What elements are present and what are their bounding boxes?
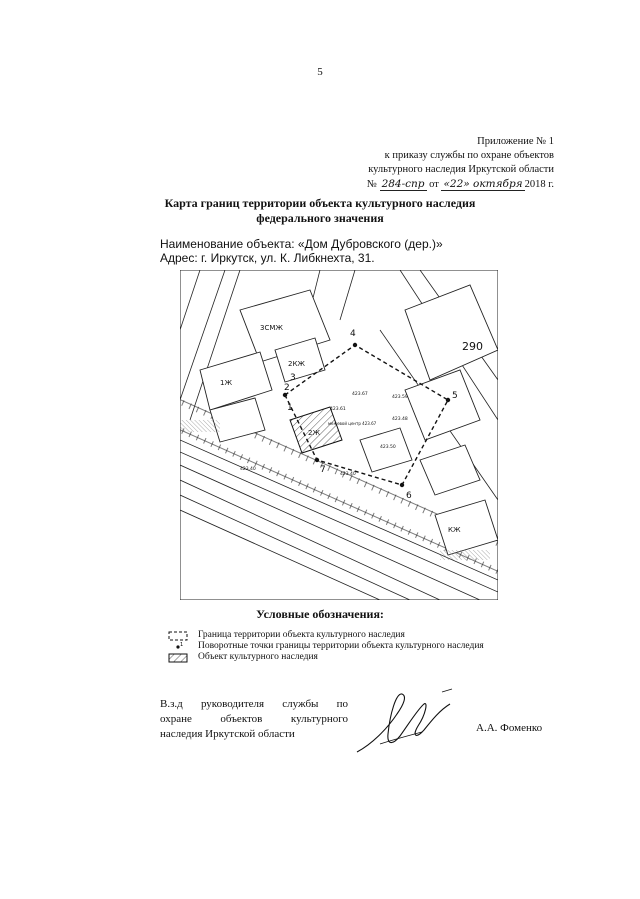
center-note: межевой центр 423.67 [328, 421, 377, 426]
legend-text-object: Объект культурного наследия [198, 652, 318, 662]
legend-title: Условные обозначения: [256, 607, 384, 621]
elevation-5: 423.61 [330, 407, 346, 412]
from-word: от [429, 179, 439, 190]
legend-text-boundary: Граница территории объекта культурного наследия [198, 630, 405, 640]
annex-order-line [367, 177, 554, 192]
point-label-6: 6 [406, 491, 412, 501]
elevation-3: 423.48 [392, 417, 408, 422]
annex-header [367, 135, 554, 192]
position-line-1: В.з.д руководителя службы по [160, 698, 348, 710]
position-line-2: охране объектов культурного [160, 713, 348, 725]
handwritten-signature [352, 684, 462, 759]
legend-text-points: Поворотные точки границы территории объекта культурного наследия [198, 641, 484, 651]
order-date: «22» октября [443, 178, 523, 190]
boundary-map [180, 270, 498, 600]
dashed-boundary-icon [168, 631, 188, 641]
hatched-strip-right [440, 550, 490, 560]
elevation-2: 423.59 [392, 395, 408, 400]
elevation-4: 423.50 [380, 445, 396, 450]
building-label-2zh: 2Ж [308, 429, 320, 437]
svg-text:1: 1 [180, 641, 184, 648]
number-sign: № [366, 179, 377, 190]
point-label-7: 7 [320, 465, 326, 475]
object-address: Адрес: г. Иркутск, ул. К. Либкнехта, 31. [160, 251, 375, 265]
point-label-3: 3 [290, 373, 296, 383]
page-number: 5 [317, 66, 323, 78]
building-label-2kzh: 2КЖ [288, 360, 305, 368]
signatory-position [160, 697, 348, 742]
point-label-5: 5 [452, 391, 458, 401]
point-label-2: 2 [284, 383, 290, 393]
legend-row-object [168, 652, 484, 663]
point-label-4: 4 [350, 329, 356, 339]
hatched-strip-left [180, 420, 220, 432]
object-name: Наименование объекта: «Дом Дубровского (дер.)» [160, 237, 443, 251]
document-title [0, 196, 640, 226]
annex-line-3: культурного наследия Иркутской области [368, 164, 554, 175]
position-line-3: наследия Иркутской области [160, 728, 295, 740]
title-line-1: Карта границ территории объекта культурного наследия [164, 196, 476, 210]
elevation-7: 423.40 [240, 467, 256, 472]
annex-line-1: Приложение № 1 [477, 136, 554, 147]
building-label-3smzh: 3СМЖ [260, 324, 283, 332]
signatory-name: А.А. Фоменко [476, 722, 543, 734]
hatched-object-icon [168, 653, 188, 663]
title-line-2: федерального значения [256, 211, 384, 225]
point-label-1: 1 [287, 403, 293, 413]
order-year: 2018 г. [524, 179, 554, 190]
legend-row-boundary [168, 630, 484, 641]
legend-row-points [168, 641, 484, 652]
turning-point-icon [168, 642, 188, 652]
building-label-kzh: КЖ [448, 526, 461, 534]
legend [168, 630, 484, 663]
lot-number: 290 [462, 340, 483, 353]
object-info [160, 237, 443, 265]
elevation-1: 423.67 [352, 392, 368, 397]
order-number: 284-спр [381, 178, 425, 190]
building-label-1zh: 1Ж [220, 379, 232, 387]
annex-line-2: к приказу службы по охране объектов [384, 150, 554, 161]
elevation-6: 423.40 [340, 472, 356, 477]
